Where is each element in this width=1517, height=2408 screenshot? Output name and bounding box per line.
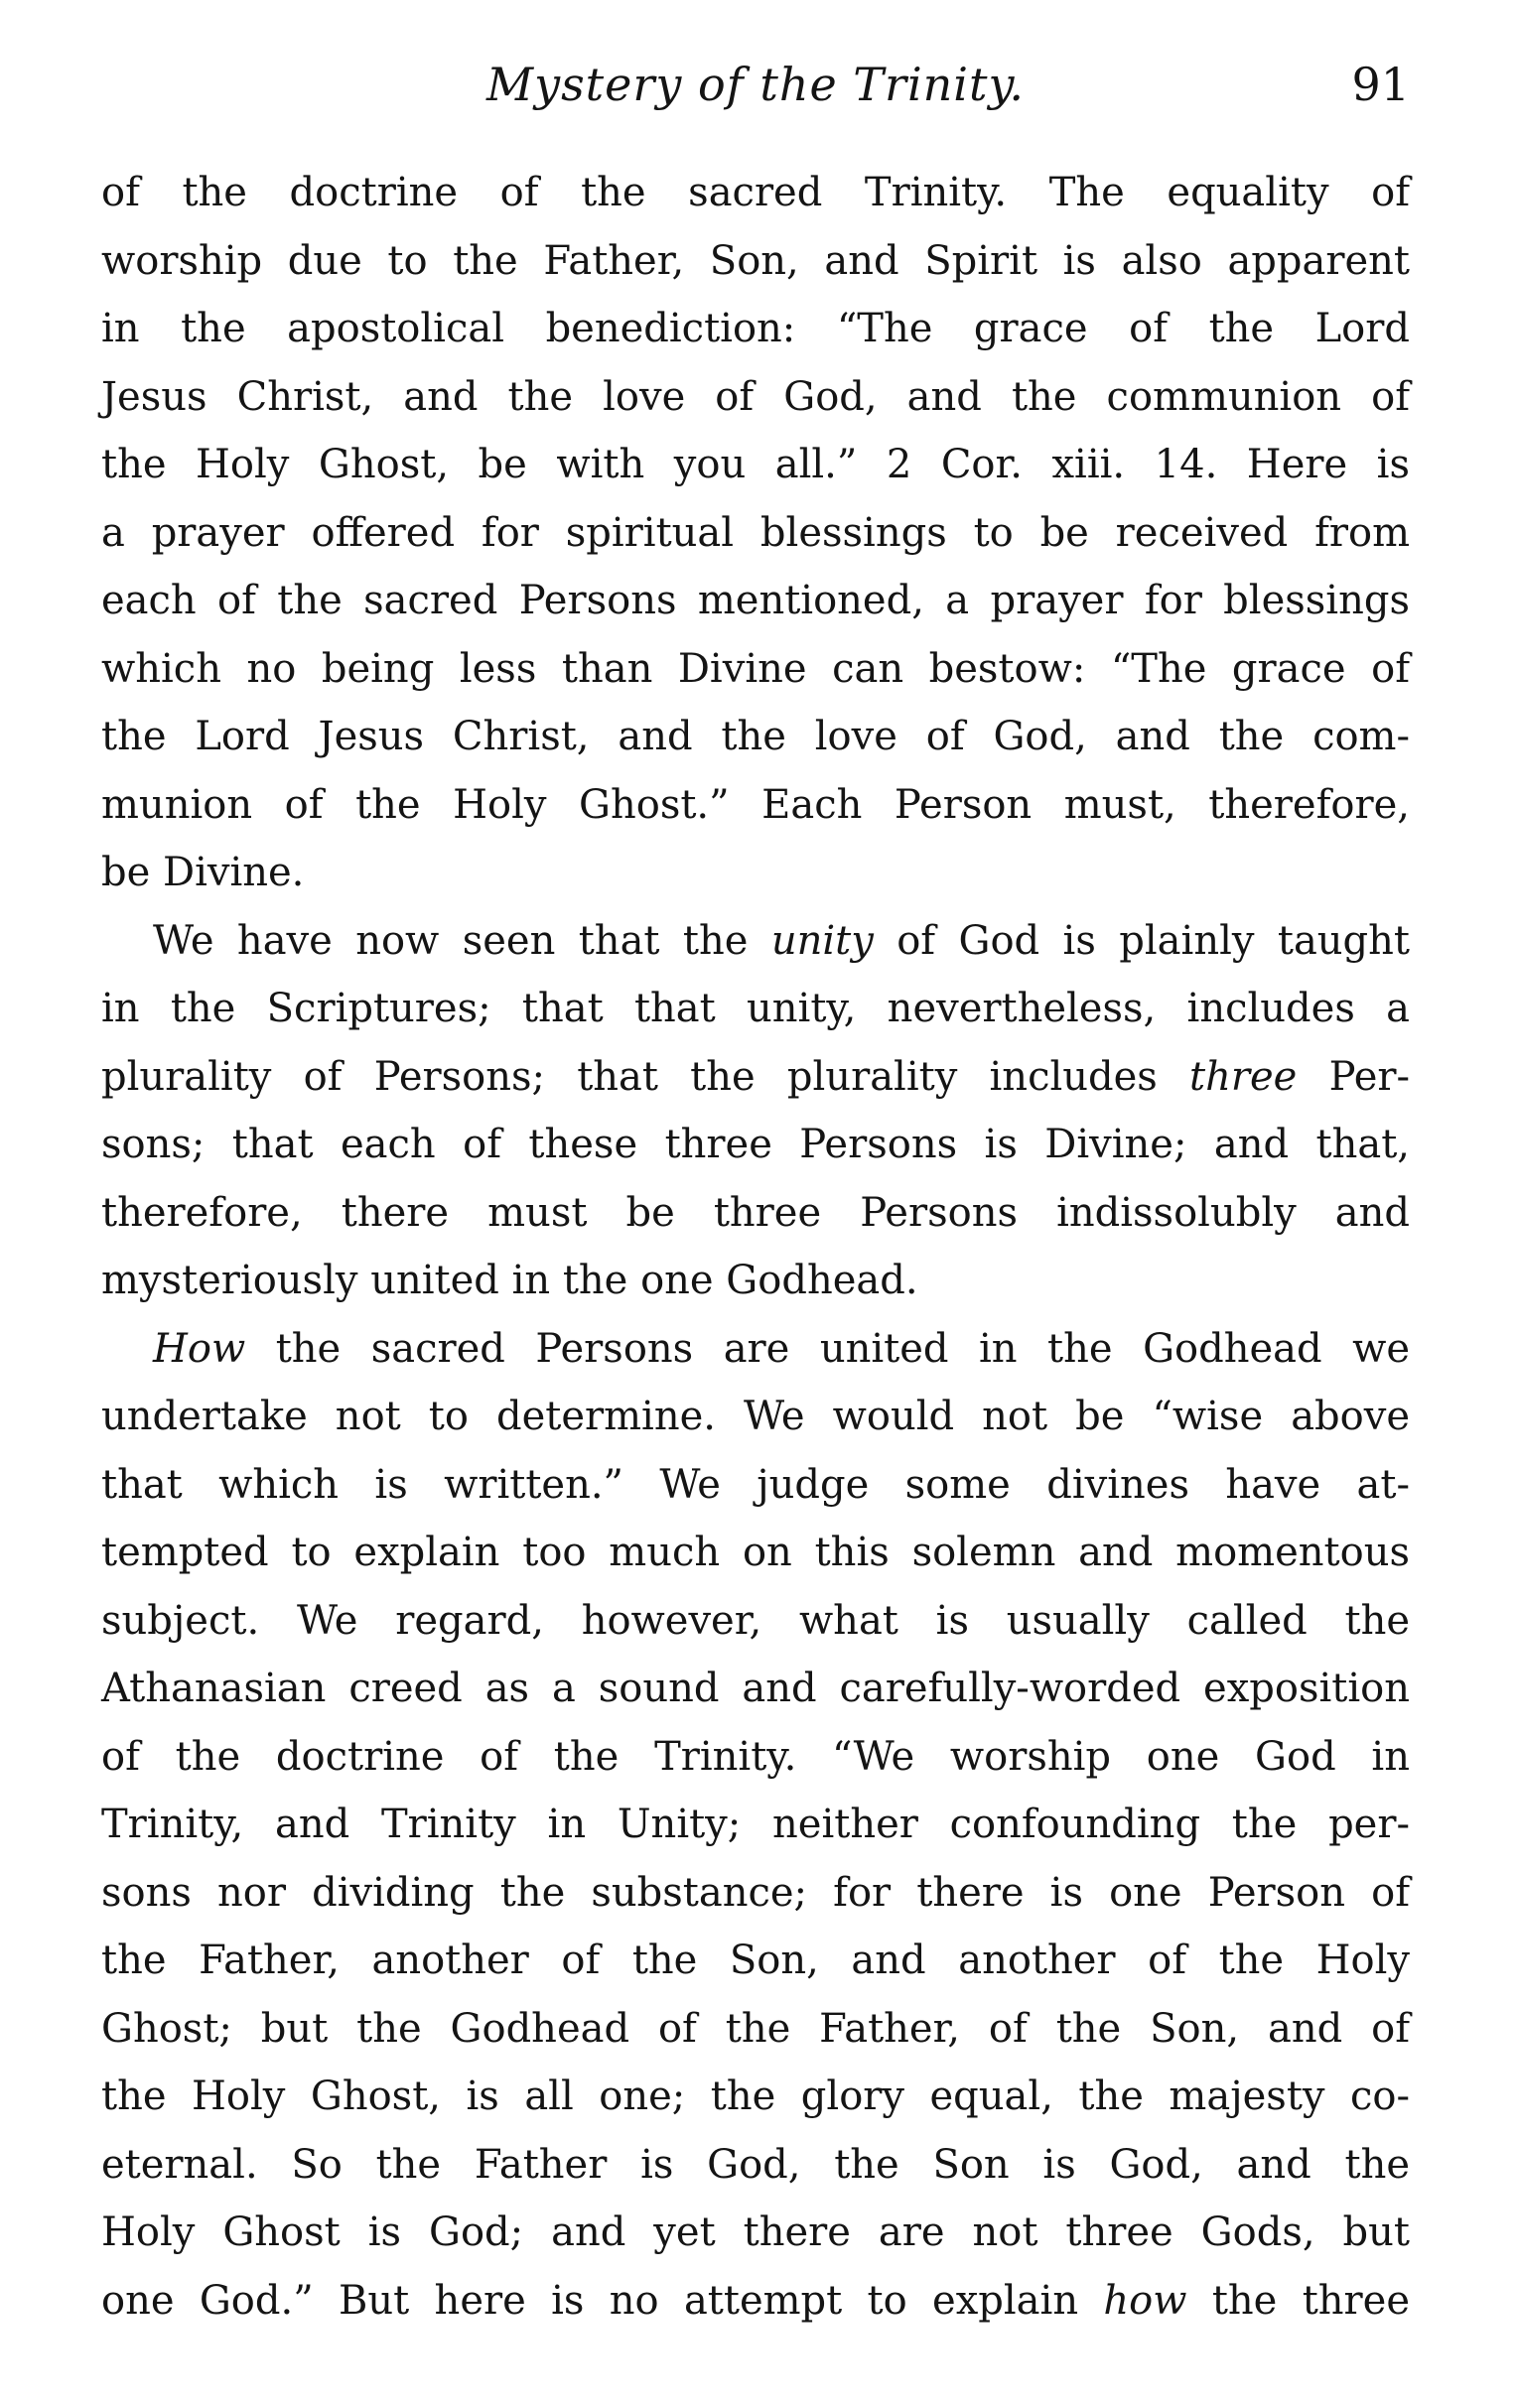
text-line: sons; that each of these three Persons is Divine; and that, (101, 1122, 1410, 1167)
text-line: one God.” But here is no attempt to explain how the three (101, 2277, 1410, 2324)
text-line: therefore, there must be three Persons indissolubly and (101, 1189, 1410, 1236)
text-line: the Father, another of the Son, and another of the Holy (101, 1938, 1410, 1983)
text-line: of the doctrine of the sacred Trinity. The equality of (101, 170, 1410, 215)
text-line: the Holy Ghost, be with you all.” 2 Cor. xiii. 14. Here is (101, 442, 1410, 487)
text-line: worship due to the Father, Son, and Spirit is also apparent (101, 237, 1410, 284)
text-line: the Holy Ghost, is all one; the glory equal, the majesty co- (101, 2074, 1410, 2119)
text-line: mysteriously united in the one Godhead. (101, 1258, 918, 1303)
text-line: Ghost; but the Godhead of the Father, of the Son, and of (101, 2005, 1410, 2052)
text-line: Athanasian creed as a sound and carefully-worded exposition (101, 1666, 1410, 1711)
text-line: in the apostolical benediction: “The grace of the Lord (101, 306, 1410, 351)
text-line: plurality of Persons; that the plurality includes three Per- (101, 1053, 1411, 1100)
text-line: each of the sacred Persons mentioned, a prayer for blessings (101, 578, 1410, 623)
text-line: which no being less than Divine can bestow: “The grace of (101, 645, 1410, 692)
paragraph (101, 907, 1410, 1315)
text-line: that which is written.” We judge some divines have at- (101, 1461, 1410, 1508)
italic-word: how (1103, 2277, 1187, 2324)
italic-word: How (153, 1325, 246, 1372)
text-line: eternal. So the Father is God, the Son is God, and the (101, 2141, 1410, 2188)
text-line: be Divine. (101, 850, 305, 895)
running-title: Mystery of the Trinity. (485, 58, 1025, 111)
text-line: We have now seen that the unity of God is plainly taught (153, 917, 1410, 964)
paragraph (101, 159, 1410, 907)
text-line: of the doctrine of the Trinity. “We worship one God in (101, 1733, 1410, 1780)
text-line: subject. We regard, however, what is usually called the (101, 1597, 1410, 1644)
italic-word: three (1189, 1053, 1298, 1100)
text-line: Holy Ghost is God; and yet there are not three Gods, but (101, 2209, 1410, 2255)
text-line: tempted to explain too much on this solemn and momentous (101, 1530, 1410, 1575)
text-line: munion of the Holy Ghost.” Each Person must, therefore, (101, 781, 1410, 828)
text-line: Trinity, and Trinity in Unity; neither confounding the per- (101, 1802, 1410, 1847)
text-line: the Lord Jesus Christ, and the love of God, and the com- (101, 714, 1410, 759)
page-header (101, 58, 1410, 137)
text-line: How the sacred Persons are united in the Godhead we (153, 1325, 1410, 1372)
page-body (101, 159, 1410, 2335)
text-line: undertake not to determine. We would not be “wise above (101, 1394, 1410, 1439)
italic-word: unity (770, 917, 874, 964)
page-number: 91 (1351, 58, 1410, 111)
text-line: in the Scriptures; that that unity, nevertheless, includes a (101, 986, 1410, 1031)
paragraph (101, 1315, 1410, 2336)
text-line: sons nor dividing the substance; for there is one Person of (101, 1869, 1410, 1916)
text-line: Jesus Christ, and the love of God, and the communion of (101, 373, 1410, 420)
text-line: a prayer offered for spiritual blessings to be received from (101, 509, 1410, 556)
